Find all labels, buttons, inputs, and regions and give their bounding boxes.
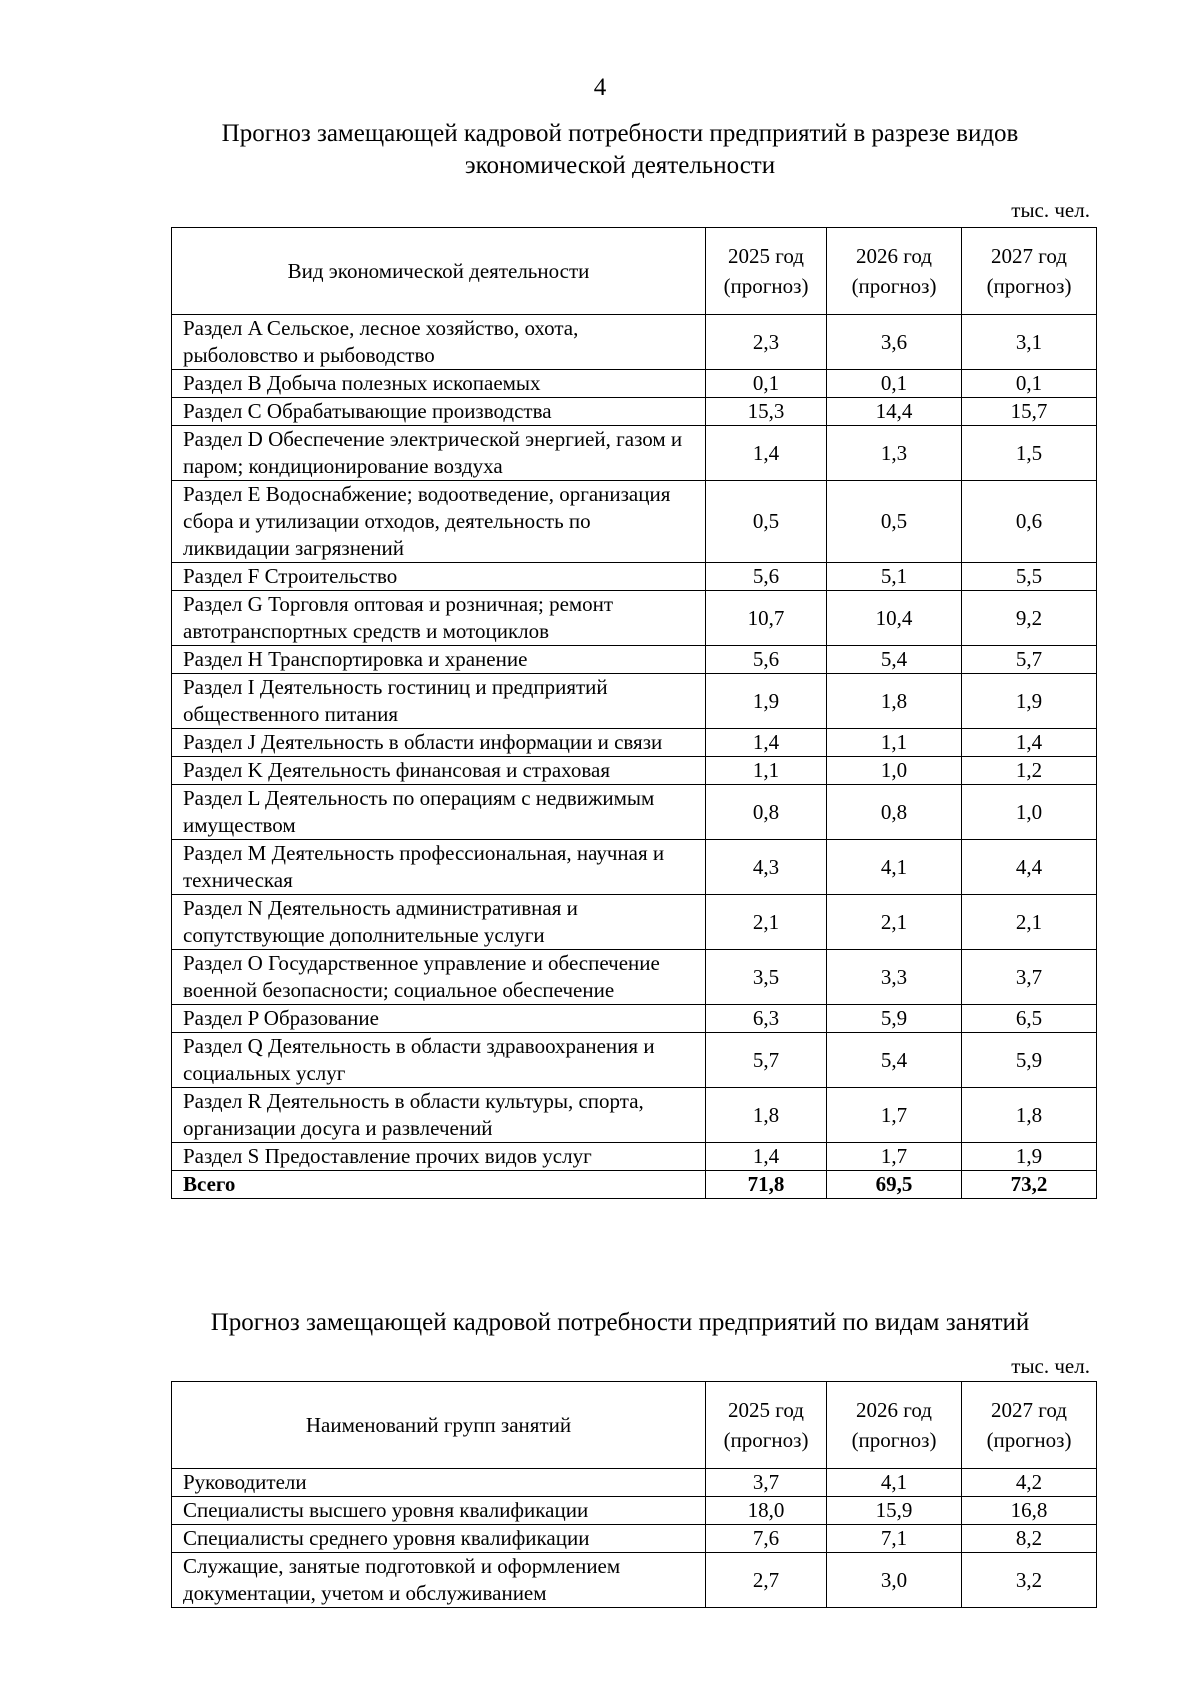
value-2026: 14,4 [827,398,962,426]
table-row [172,950,1097,1005]
header-2025: 2025 год (прогноз) [706,228,827,315]
value-2027: 3,1 [962,315,1097,370]
value-2027: 16,8 [962,1497,1097,1525]
total-2025: 71,8 [706,1171,827,1199]
value-2027: 4,4 [962,840,1097,895]
value-2027: 3,2 [962,1553,1097,1608]
table2-unit: тыс. чел. [1011,1354,1090,1378]
value-2026: 1,7 [827,1143,962,1171]
value-2026: 5,4 [827,1033,962,1088]
table-row [172,563,1097,591]
value-2026: 4,1 [827,1469,962,1497]
row-label: Раздел N Деятельность административная и сопутствующие дополнительные услуги [172,895,706,950]
row-label: Специалисты среднего уровня квалификации [172,1525,706,1553]
value-2026: 0,8 [827,785,962,840]
row-label: Раздел F Строительство [172,563,706,591]
value-2027: 5,5 [962,563,1097,591]
total-label: Всего [172,1171,706,1199]
value-2027: 0,6 [962,481,1097,563]
value-2026: 3,3 [827,950,962,1005]
value-2026: 5,4 [827,646,962,674]
table-row [172,426,1097,481]
value-2027: 0,1 [962,370,1097,398]
header-activity: Вид экономической деятельности [172,228,706,315]
value-2027: 1,2 [962,757,1097,785]
value-2027: 2,1 [962,895,1097,950]
value-2027: 1,8 [962,1088,1097,1143]
value-2026: 4,1 [827,840,962,895]
value-2025: 0,8 [706,785,827,840]
value-2027: 1,5 [962,426,1097,481]
row-label: Раздел S Предоставление прочих видов услуг [172,1143,706,1171]
value-2025: 6,3 [706,1005,827,1033]
table-row [172,1525,1097,1553]
value-2025: 1,4 [706,426,827,481]
value-2026: 0,1 [827,370,962,398]
table-row [172,481,1097,563]
value-2025: 3,7 [706,1469,827,1497]
row-label: Служащие, занятые подготовкой и оформлением документации, учетом и обслуживанием [172,1553,706,1608]
table-row [172,1469,1097,1497]
value-2026: 1,8 [827,674,962,729]
value-2026: 1,0 [827,757,962,785]
table-row [172,1143,1097,1171]
value-2027: 8,2 [962,1525,1097,1553]
value-2026: 2,1 [827,895,962,950]
row-label: Раздел C Обрабатывающие производства [172,398,706,426]
table-row [172,757,1097,785]
value-2027: 3,7 [962,950,1097,1005]
value-2027: 15,7 [962,398,1097,426]
value-2026: 10,4 [827,591,962,646]
value-2026: 1,7 [827,1088,962,1143]
row-label: Раздел O Государственное управление и обеспечение военной безопасности; социальное обеспечение [172,950,706,1005]
row-label: Раздел I Деятельность гостиниц и предприятий общественного питания [172,674,706,729]
row-label: Раздел Q Деятельность в области здравоохранения и социальных услуг [172,1033,706,1088]
value-2025: 1,4 [706,1143,827,1171]
header-occupation: Наименований групп занятий [172,1382,706,1469]
value-2026: 5,1 [827,563,962,591]
row-label: Раздел G Торговля оптовая и розничная; ремонт автотранспортных средств и мотоциклов [172,591,706,646]
economic-activity-table [171,227,1097,1199]
table-row [172,1005,1097,1033]
header-2027: 2027 год (прогноз) [962,1382,1097,1469]
total-row [172,1171,1097,1199]
table-row [172,729,1097,757]
row-label: Специалисты высшего уровня квалификации [172,1497,706,1525]
header-2026: 2026 год (прогноз) [827,1382,962,1469]
table-row [172,1033,1097,1088]
table-row [172,591,1097,646]
value-2027: 1,9 [962,674,1097,729]
value-2025: 4,3 [706,840,827,895]
value-2026: 3,0 [827,1553,962,1608]
value-2026: 5,9 [827,1005,962,1033]
value-2025: 1,4 [706,729,827,757]
value-2027: 4,2 [962,1469,1097,1497]
table-row [172,1553,1097,1608]
value-2026: 7,1 [827,1525,962,1553]
table-row [172,785,1097,840]
value-2026: 3,6 [827,315,962,370]
value-2027: 5,9 [962,1033,1097,1088]
value-2027: 1,4 [962,729,1097,757]
row-label: Раздел L Деятельность по операциям с недвижимым имуществом [172,785,706,840]
value-2025: 5,6 [706,646,827,674]
row-label: Раздел H Транспортировка и хранение [172,646,706,674]
value-2027: 6,5 [962,1005,1097,1033]
value-2026: 1,1 [827,729,962,757]
value-2026: 0,5 [827,481,962,563]
value-2025: 5,7 [706,1033,827,1088]
row-label: Раздел J Деятельность в области информации и связи [172,729,706,757]
value-2025: 1,8 [706,1088,827,1143]
header-2025: 2025 год (прогноз) [706,1382,827,1469]
table-row [172,398,1097,426]
table-row [172,674,1097,729]
total-2026: 69,5 [827,1171,962,1199]
row-label: Раздел D Обеспечение электрической энергией, газом и паром; кондиционирование воздуха [172,426,706,481]
value-2025: 0,5 [706,481,827,563]
row-label: Раздел A Сельское, лесное хозяйство, охота, рыболовство и рыбоводство [172,315,706,370]
header-2026: 2026 год (прогноз) [827,228,962,315]
value-2025: 10,7 [706,591,827,646]
header-2027: 2027 год (прогноз) [962,228,1097,315]
value-2027: 1,0 [962,785,1097,840]
value-2027: 9,2 [962,591,1097,646]
table-row [172,840,1097,895]
table-row [172,1497,1097,1525]
value-2025: 1,1 [706,757,827,785]
value-2025: 7,6 [706,1525,827,1553]
value-2025: 2,3 [706,315,827,370]
table-row [172,370,1097,398]
value-2025: 2,1 [706,895,827,950]
table-row [172,895,1097,950]
value-2025: 15,3 [706,398,827,426]
row-label: Раздел K Деятельность финансовая и страховая [172,757,706,785]
value-2025: 1,9 [706,674,827,729]
value-2027: 5,7 [962,646,1097,674]
row-label: Раздел P Образование [172,1005,706,1033]
table-row [172,315,1097,370]
value-2027: 1,9 [962,1143,1097,1171]
value-2025: 5,6 [706,563,827,591]
table-row [172,1088,1097,1143]
page-number: 4 [593,74,607,101]
table2-title: Прогноз замещающей кадровой потребности предприятий по видам занятий [210,1309,1030,1336]
value-2025: 2,7 [706,1553,827,1608]
row-label: Раздел M Деятельность профессиональная, научная и техническая [172,840,706,895]
row-label: Руководители [172,1469,706,1497]
value-2026: 1,3 [827,426,962,481]
row-label: Раздел E Водоснабжение; водоотведение, организация сбора и утилизации отходов, деятельность по ликвидации загрязнений [172,481,706,563]
table-row [172,646,1097,674]
row-label: Раздел R Деятельность в области культуры, спорта, организации досуга и развлечений [172,1088,706,1143]
value-2026: 15,9 [827,1497,962,1525]
occupation-groups-table [171,1381,1097,1608]
table1-unit: тыс. чел. [1011,198,1090,222]
value-2025: 18,0 [706,1497,827,1525]
row-label: Раздел B Добыча полезных ископаемых [172,370,706,398]
total-2027: 73,2 [962,1171,1097,1199]
value-2025: 3,5 [706,950,827,1005]
value-2025: 0,1 [706,370,827,398]
table1-title: Прогноз замещающей кадровой потребности предприятий в разрезе видов экономической деятельности [221,120,1019,179]
